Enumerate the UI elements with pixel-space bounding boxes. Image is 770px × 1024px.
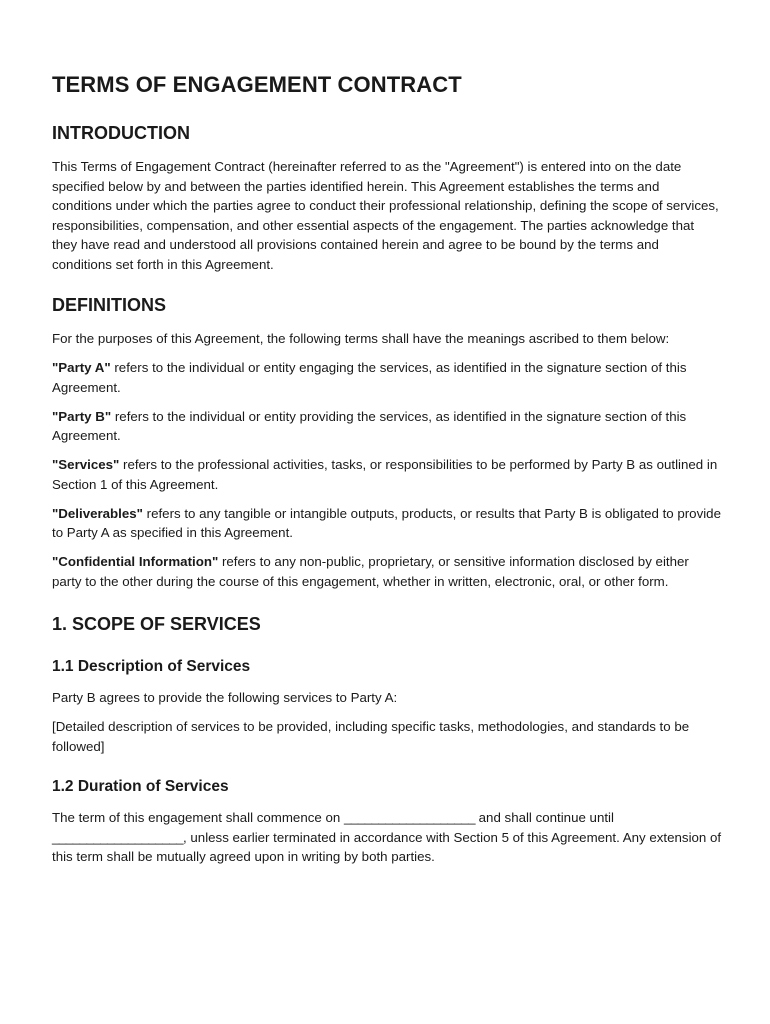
end-date-blank: ___________________ — [52, 829, 184, 845]
scope-section — [52, 612, 722, 867]
definition-term: "Deliverables" — [52, 505, 143, 521]
introduction-body: This Terms of Engagement Contract (hereinafter referred to as the "Agreement") is entered into on the date specified below by and between the parties identified herein. This Agreement establishes the terms and conditions under which the parties agree to conduct their professional relationship, defining the scope of services, responsibilities, compensation, and other essential aspects of the engagement. The parties acknowledge that they have read and understood all provisions contained herein and agree to be bound by the terms and conditions set forth in this Agreement. — [52, 159, 719, 272]
document-page — [52, 70, 722, 876]
definitions-intro: For the purposes of this Agreement, the following terms shall have the meanings ascribed to them below: — [52, 331, 670, 346]
duration-body — [52, 808, 722, 867]
description-placeholder: [Detailed description of services to be provided, including specific tasks, methodologies, and standards to be followed] — [52, 719, 690, 754]
definition-item — [52, 552, 722, 591]
description-heading: 1.1 Description of Services — [52, 658, 251, 675]
definition-item — [52, 504, 722, 543]
definition-text: refers to any tangible or intangible outputs, products, or results that Party B is obligated to provide to Party A as specified in this Agreement. — [52, 505, 721, 540]
duration-subsection — [52, 776, 722, 867]
document-title: TERMS OF ENGAGEMENT CONTRACT — [52, 72, 462, 97]
duration-text-1: The term of this engagement shall commence on — [52, 810, 344, 825]
scope-heading: 1. SCOPE OF SERVICES — [52, 614, 261, 634]
introduction-section — [52, 121, 722, 274]
definition-term: "Services" — [52, 457, 120, 472]
definition-term: "Confidential Information" — [52, 554, 219, 569]
duration-text-3: , unless earlier terminated in accordance with Section 5 of this Agreement. Any extension of this term shall be mutually agreed upon in writing by both parties. — [52, 829, 722, 864]
definition-text: refers to any non-public, proprietary, or sensitive information disclosed by either party to the other during the course of this engagement, whether in written, electronic, oral, or other form. — [52, 554, 689, 589]
definition-item — [52, 358, 722, 397]
definition-text: refers to the individual or entity engaging the services, as identified in the signature section of this Agreement. — [52, 360, 687, 395]
duration-text-2: and shall continue until — [474, 810, 614, 825]
description-intro: Party B agrees to provide the following services to Party A: — [52, 690, 398, 705]
start-date-blank: ___________________ — [343, 810, 475, 825]
definition-text: refers to the professional activities, tasks, or responsibilities to be performed by Party B as outlined in Section 1 of this Agreement. — [52, 457, 718, 492]
introduction-heading: INTRODUCTION — [52, 123, 190, 143]
definition-item — [52, 407, 722, 446]
description-subsection — [52, 656, 722, 756]
definition-text: refers to the individual or entity providing the services, as identified in the signature section of this Agreement. — [52, 408, 687, 443]
definitions-heading: DEFINITIONS — [52, 295, 167, 315]
duration-heading: 1.2 Duration of Services — [52, 778, 229, 795]
definition-term: "Party A" — [52, 360, 111, 375]
definition-term: "Party B" — [52, 408, 112, 424]
definitions-section — [52, 293, 722, 591]
definition-item — [52, 455, 722, 494]
